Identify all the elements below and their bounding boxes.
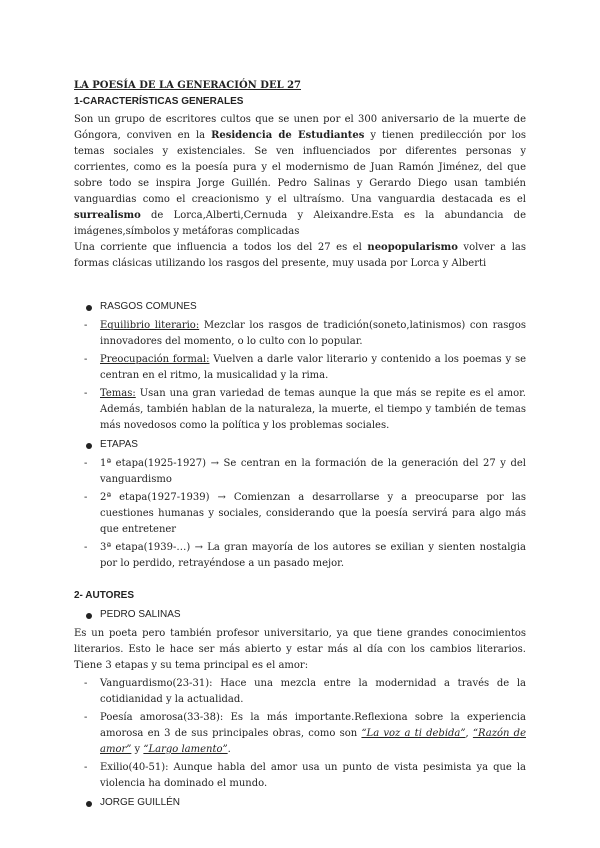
bullet-pedro-salinas: PEDRO SALINAS [74, 607, 526, 623]
text-run: de Lorca,Alberti,Cernuda y Aleixandre.Esta es la abundancia de imágenes,símbolos y metáforas complicadas [74, 210, 526, 237]
paragraph-salinas-intro: Es un poeta pero también profesor universitario, ya que tiene grandes conocimientos literarios. Esto le hace ser más abierto y estar más al día con los cambios literarios. Tiene 3 etapas y su tema principal es el amor: [74, 628, 526, 671]
dash-icon: - [84, 492, 88, 503]
list-item: - Poesía amorosa(33-38): Es la más importante.Reflexiona sobre la experiencia amorosa en 3 de sus principales obras, como son “La voz a ti debida”, “Razón de amor” y “Largo lamento”. [84, 712, 526, 755]
work-title: “Largo lamento” [143, 744, 228, 755]
bullet-etapas: ETAPAS [74, 437, 526, 453]
bold-surrealismo: surrealismo [74, 210, 141, 221]
dash-icon: - [84, 762, 88, 773]
dash-icon: - [84, 542, 88, 553]
list-item: - Temas: Usan una gran variedad de temas aunque la que más se repite es el amor. Además, también hablan de la naturaleza, la muerte, el tiempo y también de temas más novedosos como la política y los problemas sociales. [84, 388, 526, 431]
list-item: - Preocupación formal: Vuelven a darle valor literario y contenido a los poemas y se centran en el ritmo, la musicalidad y la rima. [84, 354, 526, 381]
section-heading-autores: 2- AUTORES [74, 590, 135, 601]
text-run: Una corriente que influencia a todos los del 27 es el [74, 242, 368, 253]
dash-icon: - [84, 458, 88, 469]
bold-neopopularismo: neopopularismo [367, 242, 458, 253]
section-heading-characteristics: 1-CARACTERÍSTICAS GENERALES [74, 96, 244, 107]
bullet-rasgos-comunes: RASGOS COMUNES [74, 299, 526, 315]
list-item: - 2ª etapa(1927-1939) → Comienzan a desarrollarse y a preocuparse por las cuestiones humanas y sociales, considerando que la poesía servirá para algo más que entretener [84, 492, 526, 535]
bullet-dot-icon [86, 305, 92, 311]
text-run: y tienen predilección por los temas sociales y existenciales. Se ven influenciados por diferentes personas y corrientes, como es la poesía pura y el modernismo de Juan Ramón Jiménez, del que sobre todo se inspira Jorge Guillén. Pedro Salinas y Gerardo Diego usan también vanguardias como el creacionismo y el ultraísmo. Una vanguardia destacada es el [74, 130, 526, 205]
list-item: - Vanguardismo(23-31): Hace una mezcla entre la modernidad a través de la cotidianidad y la actualidad. [84, 678, 526, 705]
list-item: - Equilibrio literario: Mezclar los rasgos de tradición(soneto,latinismos) con rasgos innovadores del momento, o lo culto con lo popular. [84, 320, 526, 347]
paragraph-neopopularismo [74, 240, 526, 272]
list-item: - Exilio(40-51): Aunque habla del amor usa un punto de vista pesimista ya que la violencia ha dominado el mundo. [84, 762, 526, 789]
bullet-dot-icon [86, 613, 92, 619]
dash-icon: - [84, 388, 88, 399]
text-run: volver a las formas clásicas utilizando los rasgos del presente, muy usada por Lorca y Alberti [74, 242, 526, 269]
bullet-dot-icon [86, 801, 92, 807]
bold-residencia: Residencia de Estudiantes [211, 130, 365, 141]
bullet-jorge-guillen: JORGE GUILLÉN [74, 795, 526, 811]
bullet-dot-icon [86, 443, 92, 449]
dash-icon: - [84, 320, 88, 331]
dash-icon: - [84, 678, 88, 689]
text-run: Son un grupo de escritores cultos que se unen por el 300 aniversario de la muerte de Góngora, conviven en la [74, 114, 526, 141]
document-content [74, 78, 526, 814]
list-item: - 3ª etapa(1939-…) → La gran mayoría de los autores se exilian y sienten nostalgia por lo perdido, retrayéndose a un pasado mejor. [84, 542, 526, 569]
dash-icon: - [84, 712, 88, 723]
list-item: - 1ª etapa(1925-1927) → Se centran en la formación de la generación del 27 y del vanguardismo [84, 458, 526, 485]
dash-icon: - [84, 354, 88, 365]
work-title: “La voz a ti debida” [361, 728, 466, 739]
paragraph-intro [74, 112, 526, 240]
work-title: “Razón de amor” [100, 728, 526, 755]
document-title: LA POESÍA DE LA GENERACIÓN DEL 27 [74, 80, 301, 91]
